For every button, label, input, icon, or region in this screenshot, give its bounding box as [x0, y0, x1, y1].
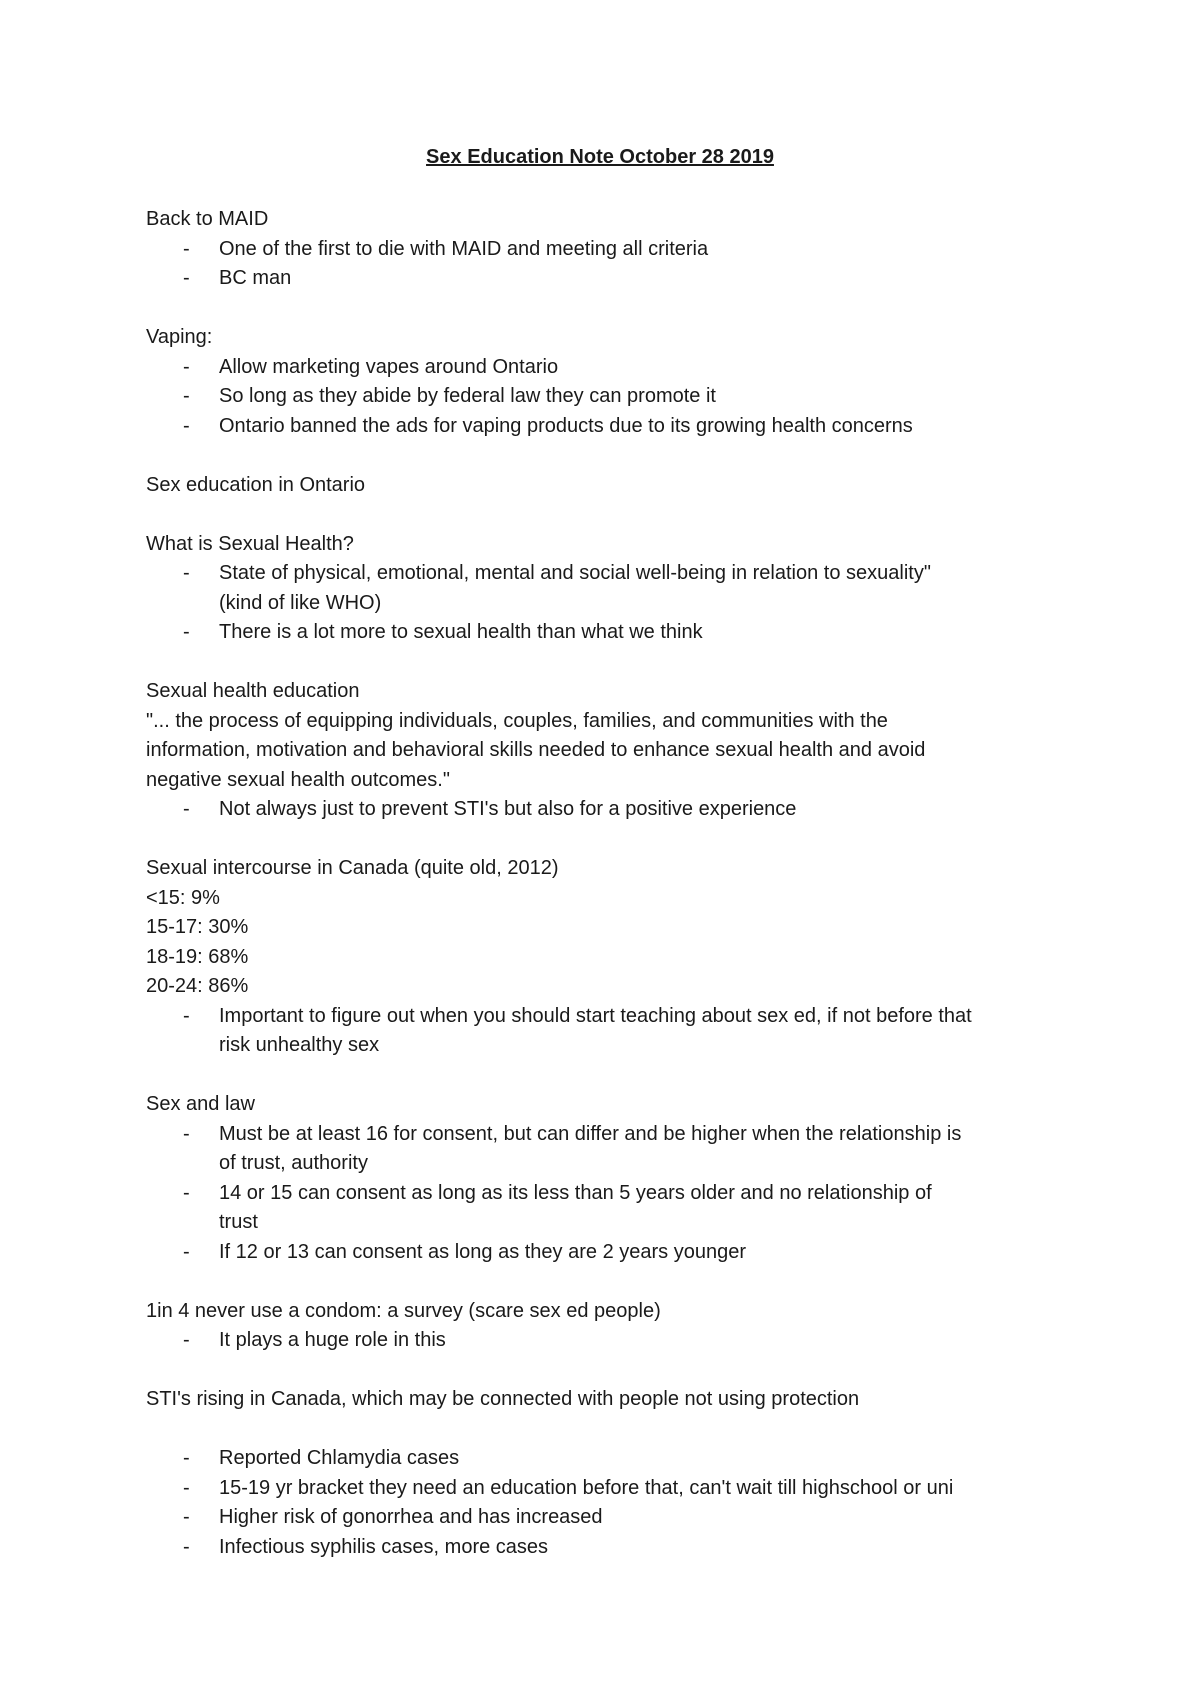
- bullet-dash: -: [183, 1447, 190, 1469]
- bullet-text: Not always just to prevent STI's but also for a positive experience: [219, 798, 797, 820]
- stat-line: 15-17: 30%: [146, 916, 249, 938]
- section-heading-intercourse-canada: Sexual intercourse in Canada (quite old, 2012): [146, 857, 559, 879]
- spacer: [146, 825, 1076, 855]
- bullet-item: [146, 1326, 1076, 1356]
- bullet-item: [146, 1533, 1076, 1563]
- section-heading-sti: STI's rising in Canada, which may be connected with people not using protection: [146, 1388, 860, 1410]
- spacer: [146, 441, 1076, 471]
- quote-line: negative sexual health outcomes.": [146, 768, 450, 791]
- stat-line: 20-24: 86%: [146, 975, 249, 997]
- bullet-item: [146, 412, 1076, 442]
- spacer: [146, 294, 1076, 324]
- bullet-text: Infectious syphilis cases, more cases: [219, 1535, 549, 1558]
- bullet-item: [146, 1503, 1076, 1533]
- bullet-dash: -: [183, 1329, 190, 1351]
- note-body: [146, 205, 1076, 1562]
- bullet-text: If 12 or 13 can consent as long as they are 2 years younger: [219, 1240, 746, 1263]
- bullet-dash: -: [183, 1181, 190, 1204]
- section-heading-maid: Back to MAID: [146, 208, 269, 230]
- bullet-item: [146, 1179, 1076, 1238]
- spacer: [146, 1061, 1076, 1091]
- bullet-text-continued: risk unhealthy sex: [219, 1034, 380, 1056]
- bullet-text: One of the first to die with MAID and meeting all criteria: [219, 237, 709, 260]
- bullet-text-continued: of trust, authority: [219, 1152, 368, 1174]
- bullet-text: Ontario banned the ads for vaping products due to its growing health concerns: [219, 414, 913, 437]
- bullet-text-continued: trust: [219, 1211, 258, 1233]
- section-heading-sex-ed-ontario: Sex education in Ontario: [146, 473, 366, 496]
- bullet-dash: -: [183, 798, 190, 820]
- bullet-item: [146, 1120, 1076, 1179]
- bullet-dash: -: [183, 1004, 190, 1027]
- bullet-text: 15-19 yr bracket they need an education before that, can't wait till highschool or uni: [219, 1476, 954, 1499]
- bullet-item: [146, 1238, 1076, 1268]
- spacer: [146, 1415, 1076, 1445]
- spacer: [146, 500, 1076, 530]
- section-heading-sexual-health: What is Sexual Health?: [146, 532, 354, 555]
- bullet-item: [146, 382, 1076, 412]
- quote-line: "... the process of equipping individuals, couples, families, and communities with the: [146, 709, 888, 732]
- bullet-item: [146, 235, 1076, 265]
- bullet-text: BC man: [219, 267, 292, 289]
- spacer: [146, 648, 1076, 678]
- bullet-dash: -: [183, 562, 190, 584]
- bullet-item: [146, 1474, 1076, 1504]
- stat-line: <15: 9%: [146, 886, 220, 909]
- bullet-item: [146, 1444, 1076, 1474]
- section-heading-sexual-health-education: Sexual health education: [146, 680, 360, 702]
- bullet-text: Allow marketing vapes around Ontario: [219, 355, 559, 378]
- bullet-text: State of physical, emotional, mental and social well-being in relation to sexuality": [219, 562, 931, 584]
- bullet-dash: -: [183, 621, 190, 643]
- section-heading-condom: 1in 4 never use a condom: a survey (scare sex ed people): [146, 1299, 661, 1322]
- bullet-dash: -: [183, 267, 190, 289]
- page-title: Sex Education Note October 28 2019: [426, 146, 774, 168]
- spacer: [146, 1356, 1076, 1386]
- quote-line: information, motivation and behavioral skills needed to enhance sexual health and avoid: [146, 739, 926, 761]
- bullet-text: Must be at least 16 for consent, but can differ and be higher when the relationship is: [219, 1122, 962, 1145]
- bullet-item: [146, 1002, 1076, 1061]
- bullet-item: [146, 559, 1076, 618]
- bullet-dash: -: [183, 1506, 190, 1528]
- bullet-item: [146, 795, 1076, 825]
- bullet-dash: -: [183, 1240, 190, 1263]
- spacer: [146, 1267, 1076, 1297]
- bullet-text-continued: (kind of like WHO): [219, 591, 382, 614]
- bullet-dash: -: [183, 355, 190, 378]
- bullet-text: It plays a huge role in this: [219, 1329, 446, 1351]
- section-heading-sex-law: Sex and law: [146, 1093, 255, 1115]
- bullet-item: [146, 264, 1076, 294]
- bullet-text: Higher risk of gonorrhea and has increased: [219, 1506, 603, 1528]
- section-heading-vaping: Vaping:: [146, 326, 213, 348]
- bullet-dash: -: [183, 1535, 190, 1558]
- bullet-text: Reported Chlamydia cases: [219, 1447, 460, 1469]
- bullet-text: So long as they abide by federal law they can promote it: [219, 385, 716, 407]
- stat-line: 18-19: 68%: [146, 945, 249, 968]
- bullet-text: 14 or 15 can consent as long as its less than 5 years older and no relationship of: [219, 1181, 932, 1204]
- bullet-dash: -: [183, 237, 190, 260]
- bullet-dash: -: [183, 414, 190, 437]
- bullet-dash: -: [183, 1476, 190, 1499]
- bullet-item: [146, 618, 1076, 648]
- bullet-text: There is a lot more to sexual health than what we think: [219, 621, 703, 643]
- bullet-item: [146, 353, 1076, 383]
- bullet-text: Important to figure out when you should start teaching about sex ed, if not before that: [219, 1004, 972, 1027]
- bullet-dash: -: [183, 385, 190, 407]
- bullet-dash: -: [183, 1122, 190, 1145]
